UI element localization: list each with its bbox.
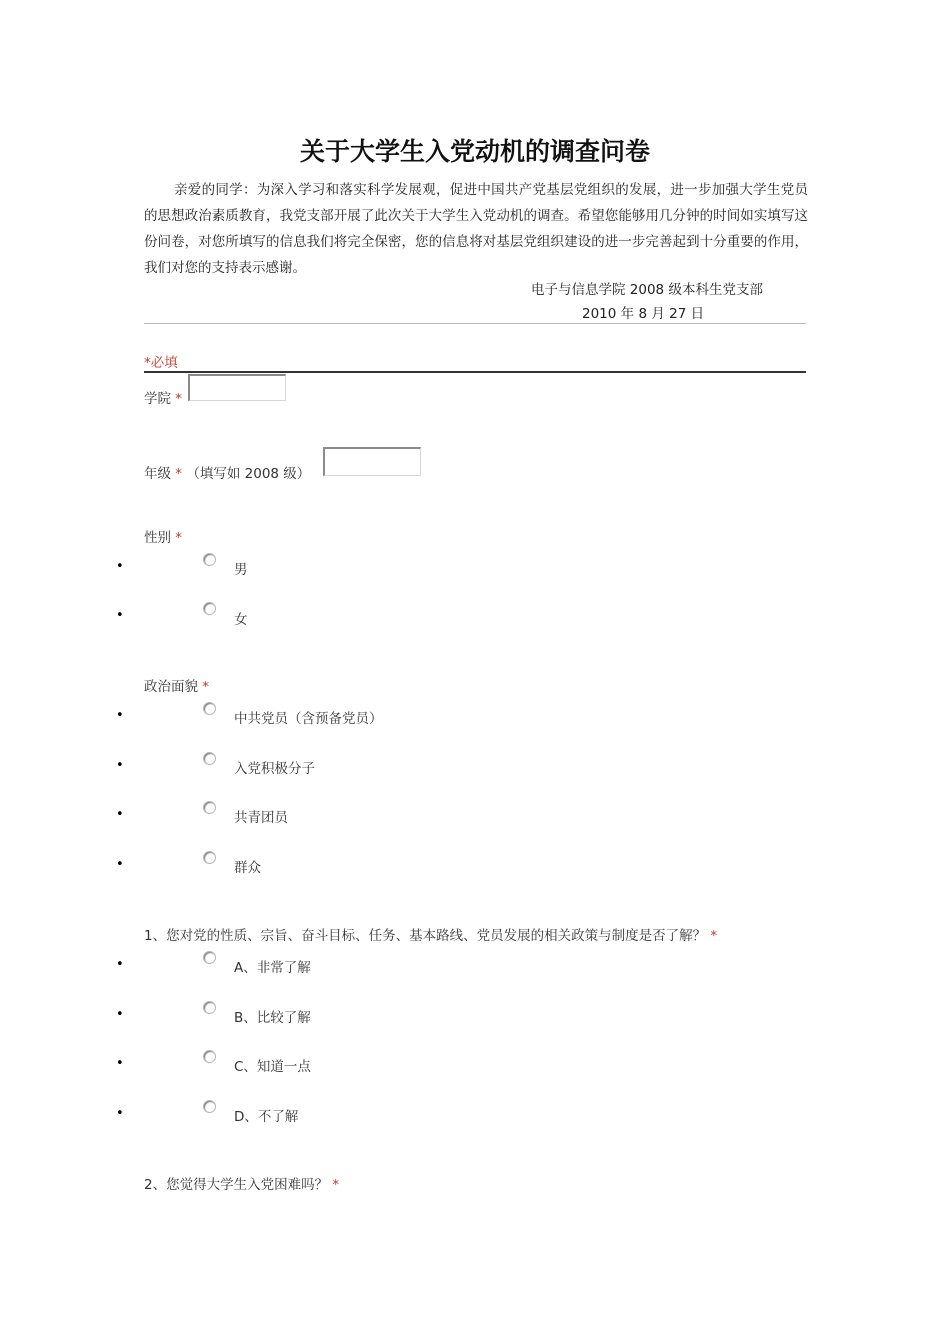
signature-org: 电子与信息学院 2008 级本科生党支部 xyxy=(531,282,763,298)
question-label xyxy=(144,526,182,546)
radio-political-member[interactable] xyxy=(203,702,216,715)
divider xyxy=(144,323,806,324)
required-marker: * xyxy=(710,928,718,944)
list-bullet: • xyxy=(116,608,124,623)
radio-political-league[interactable] xyxy=(203,801,216,814)
list-bullet: • xyxy=(116,857,124,872)
required-note xyxy=(144,351,178,371)
radio-political-activist[interactable] xyxy=(203,752,216,765)
section-divider xyxy=(144,371,806,373)
grade-hint: （填写如 2008 级） xyxy=(186,466,311,482)
signature-date: 2010 年 8 月 27 日 xyxy=(582,306,705,322)
required-marker: * xyxy=(175,466,183,482)
question-text: 性别 xyxy=(144,530,171,546)
college-label xyxy=(144,387,182,407)
question-text: 2、您觉得大学生入党困难吗？ xyxy=(144,1177,329,1193)
radio-q1-a[interactable] xyxy=(203,951,216,964)
list-bullet: • xyxy=(116,1007,124,1022)
required-note-text: 必填 xyxy=(150,355,178,371)
intro-paragraph: 亲爱的同学：为深入学习和落实科学发展观，促进中国共产党基层党组织的发展，进一步加强大学生党员的思想政治素质教育，我党支部开展了此次关于大学生入党动机的调查。希望您能够用几分钟的时间如实填写这份问卷，对您所填写的信息我们将完全保密，您的信息将对基层党组织建设的进一步完善起到十分重要的作用，我们对您的支持表示感谢。 xyxy=(144,182,808,276)
option-label: A、非常了解 xyxy=(234,960,311,976)
option-label: 中共党员（含预备党员） xyxy=(234,711,383,727)
option-label: 入党积极分子 xyxy=(234,761,315,777)
required-marker: * xyxy=(144,355,151,371)
option-label: 共青团员 xyxy=(234,810,288,826)
option-label: D、不了解 xyxy=(234,1109,299,1125)
radio-gender-female[interactable] xyxy=(203,602,216,615)
option-label: 女 xyxy=(234,612,248,628)
radio-q1-d[interactable] xyxy=(203,1100,216,1113)
radio-gender-male[interactable] xyxy=(203,553,216,566)
option-label: B、比较了解 xyxy=(234,1010,311,1026)
required-marker: * xyxy=(332,1177,340,1193)
radio-political-masses[interactable] xyxy=(203,851,216,864)
grade-input[interactable] xyxy=(323,447,421,476)
college-input[interactable] xyxy=(188,374,286,401)
grade-label-text: 年级 xyxy=(144,466,171,482)
list-bullet: • xyxy=(116,807,124,822)
grade-label xyxy=(144,462,310,482)
question-label xyxy=(144,924,717,944)
list-bullet: • xyxy=(116,708,124,723)
radio-q1-c[interactable] xyxy=(203,1050,216,1063)
college-label-text: 学院 xyxy=(144,391,171,407)
required-marker: * xyxy=(202,679,210,695)
list-bullet: • xyxy=(116,1106,124,1121)
required-marker: * xyxy=(175,391,183,407)
list-bullet: • xyxy=(116,1056,124,1071)
list-bullet: • xyxy=(116,758,124,773)
list-bullet: • xyxy=(116,559,124,574)
option-label: 男 xyxy=(234,562,248,578)
list-bullet: • xyxy=(116,957,124,972)
question-label xyxy=(144,1173,339,1193)
question-text: 1、您对党的性质、宗旨、奋斗目标、任务、基本路线、党员发展的相关政策与制度是否了解？ xyxy=(144,928,707,944)
question-text: 政治面貌 xyxy=(144,679,198,695)
radio-q1-b[interactable] xyxy=(203,1001,216,1014)
page-title: 关于大学生入党动机的调查问卷 xyxy=(299,137,650,166)
option-label: C、知道一点 xyxy=(234,1059,311,1075)
required-marker: * xyxy=(175,530,183,546)
question-label xyxy=(144,675,209,695)
option-label: 群众 xyxy=(234,860,261,876)
